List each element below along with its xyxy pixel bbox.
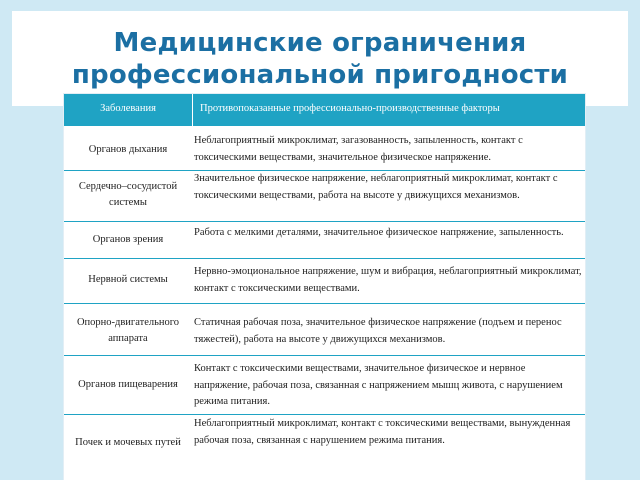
factors-cell: Неблагоприятный микроклимат, загазованность, запыленность, контакт с токсическими веществами, значительное физическое напряжение.	[194, 135, 523, 163]
factors-cell: Нервно-эмоциональное напряжение, шум и вибрация, неблагоприятный микроклимат, контакт с токсическими веществами.	[194, 266, 582, 294]
title-panel	[12, 11, 628, 106]
factors-cell: Статичная рабочая поза, значительное физическое напряжение (подъем и перенос тяжестей), работа на высоте у движущихся механизмов.	[194, 317, 562, 345]
factors-cell: Неблагоприятный микроклимат, контакт с токсическими веществами, вынужденная рабочая поза, связанная с нарушением режима питания.	[194, 418, 571, 446]
restrictions-table	[64, 94, 585, 480]
disease-cell: Органов дыхания	[88, 144, 168, 155]
disease-cell: Почек и мочевых путей	[75, 437, 181, 448]
slide-title	[12, 27, 628, 91]
table-header	[64, 94, 585, 126]
slide-title-line-2: профессиональной пригодности	[71, 60, 569, 90]
table-row	[64, 259, 585, 304]
disease-cell: Сердечно–сосудистой системы	[78, 181, 178, 208]
header-diseases: Заболевания	[100, 103, 156, 114]
factors-cell: Контакт с токсическими веществами, значительное физическое и нервное напряжение, рабочая поза, связанная с напряжением мышц живота, с нарушением режима питания.	[194, 363, 563, 407]
header-divider	[192, 94, 193, 126]
factors-cell: Работа с мелкими деталями, значительное физическое напряжение, запыленность.	[194, 227, 564, 238]
table-row	[64, 222, 585, 259]
table-row	[64, 126, 585, 171]
factors-cell: Значительное физическое напряжение, неблагоприятный микроклимат, контакт с токсическими веществами, работа на высоте у движущихся механизмов.	[194, 173, 558, 201]
disease-cell: Органов зрения	[92, 234, 164, 245]
disease-cell: Органов пищеварения	[78, 379, 178, 390]
table-row	[64, 171, 585, 222]
table-row	[64, 356, 585, 415]
table-row	[64, 304, 585, 356]
header-factors: Противопоказанные профессионально-производственные факторы	[200, 103, 500, 114]
slide-title-line-1: Медицинские ограничения	[113, 28, 527, 58]
disease-cell: Нервной системы	[88, 274, 168, 285]
table-row	[64, 415, 585, 480]
disease-cell: Опорно-двигательного аппарата	[76, 317, 180, 344]
